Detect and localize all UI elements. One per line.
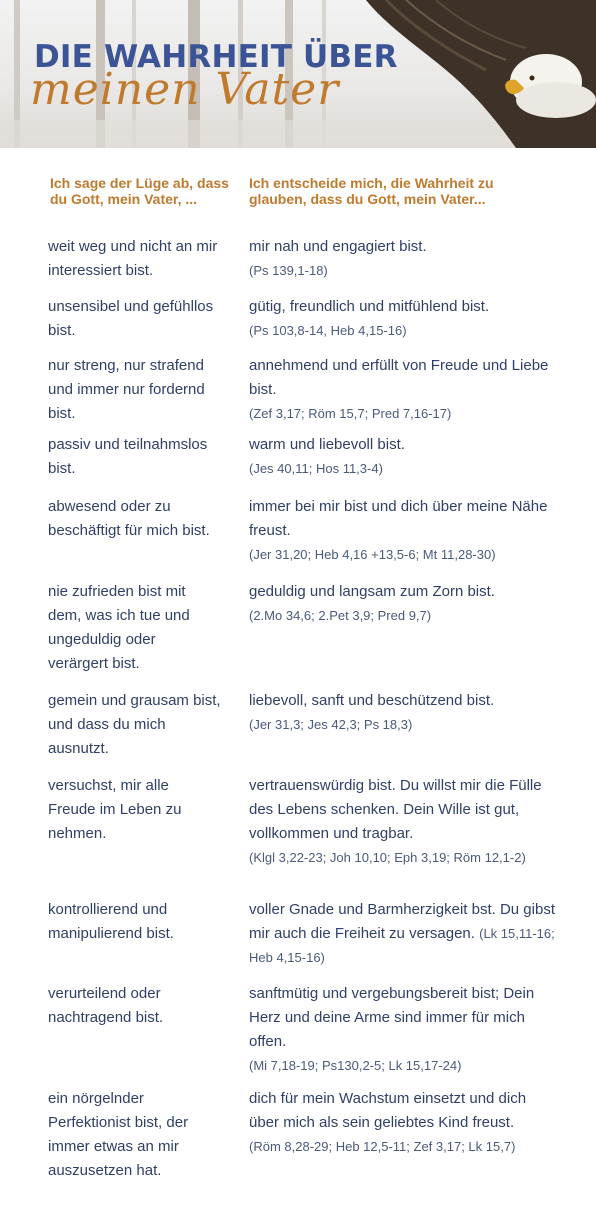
- truth-cell: [249, 495, 559, 567]
- left-column-header: Ich sage der Lüge ab, dass du Gott, mein Vater, ...: [50, 175, 229, 207]
- truth-cell: [249, 1087, 559, 1159]
- lie-text: unsensibel und gefühllos bist.: [48, 298, 214, 339]
- truth-cell: [249, 774, 559, 870]
- right-column-header: Ich entscheide mich, die Wahrheit zu glauben, dass du Gott, mein Vater...: [249, 175, 494, 207]
- truth-cell: [249, 580, 559, 628]
- truth-text: liebevoll, sanft und beschützend bist.: [249, 692, 495, 709]
- truth-cell: [249, 689, 559, 737]
- truth-text: mir nah und engagiert bist.: [249, 238, 427, 255]
- truth-text: gütig, freundlich und mitfühlend bist.: [249, 298, 490, 315]
- scripture-reference: (Lk 15,11-16; Heb 4,15-16): [249, 926, 555, 965]
- lie-text: abwesend oder zu beschäftigt für mich bist.: [48, 498, 210, 539]
- scripture-reference: (Mi 7,18-19; Ps130,2-5; Lk 15,17-24): [249, 1058, 462, 1073]
- truth-text: annehmend und erfüllt von Freude und Liebe bist.: [249, 357, 549, 398]
- scripture-reference: (Klgl 3,22-23; Joh 10,10; Eph 3,19; Röm 12,1-2): [249, 850, 526, 865]
- lie-text: weit weg und nicht an mir interessiert bist.: [48, 238, 218, 279]
- truth-text: sanftmütig und vergebungsbereit bist; Dein Herz und deine Arme sind immer für mich offen.: [249, 985, 535, 1050]
- truth-cell: [249, 295, 559, 343]
- scripture-reference: (Röm 8,28-29; Heb 12,5-11; Zef 3,17; Lk 15,7): [249, 1139, 516, 1154]
- truth-cell: [249, 433, 559, 481]
- page-title: DIE WAHRHEIT ÜBER: [34, 39, 398, 75]
- scripture-reference: (Jer 31,20; Heb 4,16 +13,5-6; Mt 11,28-30): [249, 547, 496, 562]
- scripture-reference: (Ps 139,1-18): [249, 263, 328, 278]
- lie-text: nur streng, nur strafend und immer nur fordernd bist.: [48, 357, 205, 422]
- lie-text: passiv und teilnahmslos bist.: [48, 436, 208, 477]
- header-banner: [0, 0, 596, 148]
- lie-text: verurteilend oder nachtragend bist.: [48, 985, 164, 1026]
- truth-text: dich für mein Wachstum einsetzt und dich über mich als sein geliebtes Kind freust.: [249, 1090, 527, 1131]
- truth-text: warm und liebevoll bist.: [249, 436, 405, 453]
- truth-cell: [249, 982, 559, 1078]
- lie-text: gemein und grausam bist, und dass du mich ausnutzt.: [48, 692, 221, 757]
- truth-text: geduldig und langsam zum Zorn bist.: [249, 583, 495, 600]
- page-subtitle-script: meinen Vater: [30, 64, 340, 115]
- scripture-reference: (Jes 40,11; Hos 11,3-4): [249, 461, 383, 476]
- truth-cell: [249, 898, 559, 970]
- lie-text: versuchst, mir alle Freude im Leben zu nehmen.: [48, 777, 182, 842]
- scripture-reference: (Zef 3,17; Röm 15,7; Pred 7,16-17): [249, 406, 452, 421]
- scripture-reference: (2.Mo 34,6; 2.Pet 3,9; Pred 9,7): [249, 608, 432, 623]
- lie-text: nie zufrieden bist mit dem, was ich tue und ungeduldig oder verärgert bist.: [48, 583, 190, 672]
- truth-cell: [249, 354, 559, 426]
- lie-text: ein nörgelnder Perfektionist bist, der immer etwas an mir auszusetzen hat.: [48, 1090, 189, 1179]
- scripture-reference: (Jer 31,3; Jes 42,3; Ps 18,3): [249, 717, 413, 732]
- eagle-image: [356, 0, 596, 148]
- lie-text: kontrollierend und manipulierend bist.: [48, 901, 174, 942]
- truth-text: vertrauenswürdig bist. Du willst mir die Fülle des Lebens schenken. Dein Wille ist gut, vollkommen und tragbar.: [249, 777, 542, 842]
- truth-text: immer bei mir bist und dich über meine Nähe freust.: [249, 498, 548, 539]
- truth-text: voller Gnade und Barmherzigkeit bst. Du gibst mir auch die Freiheit zu versagen.: [249, 901, 555, 942]
- scripture-reference: (Ps 103,8-14, Heb 4,15-16): [249, 323, 407, 338]
- truth-cell: [249, 235, 559, 283]
